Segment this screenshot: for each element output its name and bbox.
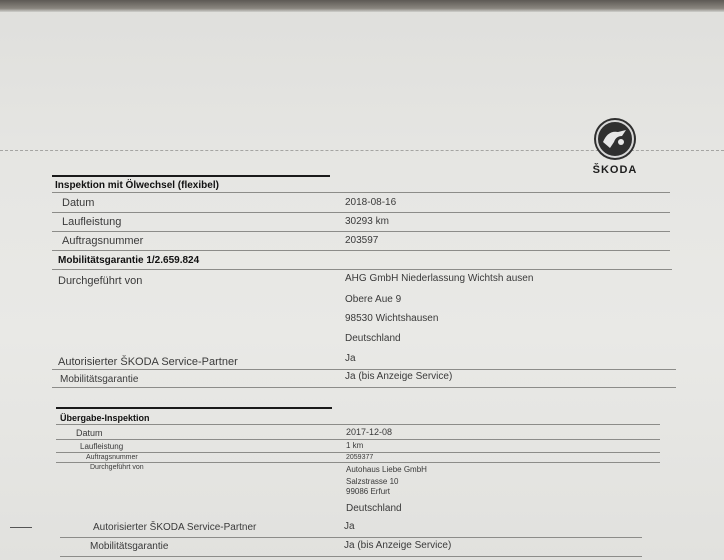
label-datum: Datum	[62, 197, 95, 209]
page-edge-shadow	[0, 0, 724, 12]
section-title-inspection: Inspektion mit Ölwechsel (flexibel)	[55, 180, 219, 191]
row-divider	[56, 439, 660, 440]
row-divider	[52, 231, 670, 232]
value-auftragsnummer: 2059377	[346, 454, 374, 461]
row-divider	[52, 369, 676, 370]
value-laufleistung: 1 km	[346, 441, 364, 450]
row-divider	[56, 452, 660, 453]
label-datum: Datum	[76, 428, 103, 438]
label-service-partner: Autorisierter ŠKODA Service-Partner	[93, 522, 257, 533]
row-divider	[52, 269, 672, 270]
performed-by-line: Salzstrasse 10	[346, 477, 399, 486]
skoda-arrow-logo-icon	[594, 118, 636, 160]
label-auftragsnummer: Auftragsnummer	[86, 454, 138, 461]
row-divider	[56, 424, 660, 425]
value-datum: 2017-12-08	[346, 427, 393, 437]
value-laufleistung: 30293 km	[345, 216, 389, 227]
brand-name: ŠKODA	[592, 164, 638, 176]
row-divider	[56, 462, 660, 463]
label-laufleistung: Laufleistung	[80, 442, 124, 451]
label-laufleistung: Laufleistung	[62, 216, 122, 228]
brand-logo	[585, 118, 645, 176]
section-title-handover: Übergabe-Inspektion	[60, 413, 150, 423]
row-divider	[60, 537, 642, 538]
label-mobility: Mobilitätsgarantie	[90, 541, 169, 552]
performed-by-line: 99086 Erfurt	[346, 487, 391, 496]
performed-by-line: AHG GmbH Niederlassung Wichtsh ausen	[345, 273, 534, 284]
value-datum: 2018-08-16	[345, 197, 397, 208]
label-auftragsnummer: Auftragsnummer	[62, 235, 144, 247]
row-divider	[52, 192, 670, 193]
value-auftragsnummer: 203597	[345, 235, 379, 246]
section-title-rule	[56, 407, 332, 409]
value-service-partner: Ja	[344, 521, 355, 532]
section-title-rule	[52, 175, 330, 177]
row-divider	[60, 556, 642, 557]
value-service-partner: Ja	[345, 353, 356, 364]
value-mobility: Ja (bis Anzeige Service)	[345, 371, 453, 382]
performed-by-line: Deutschland	[345, 333, 401, 344]
performed-by-line: Obere Aue 9	[345, 294, 402, 305]
performed-by-line: 98530 Wichtshausen	[345, 313, 439, 324]
label-mobility: Mobilitätsgarantie	[60, 374, 139, 385]
performed-by-line: Autohaus Liebe GmbH	[346, 465, 427, 474]
row-divider	[52, 212, 670, 213]
label-performed-by: Durchgeführt von	[90, 464, 144, 471]
value-mobility: Ja (bis Anzeige Service)	[344, 540, 452, 551]
row-divider	[52, 250, 670, 251]
label-performed-by: Durchgeführt von	[58, 275, 143, 287]
mobility-guarantee-number: Mobilitätsgarantie 1/2.659.824	[58, 255, 200, 266]
performed-by-line: Deutschland	[346, 503, 402, 514]
margin-mark	[10, 527, 32, 528]
row-divider	[52, 387, 676, 388]
label-service-partner: Autorisierter ŠKODA Service-Partner	[58, 356, 238, 368]
